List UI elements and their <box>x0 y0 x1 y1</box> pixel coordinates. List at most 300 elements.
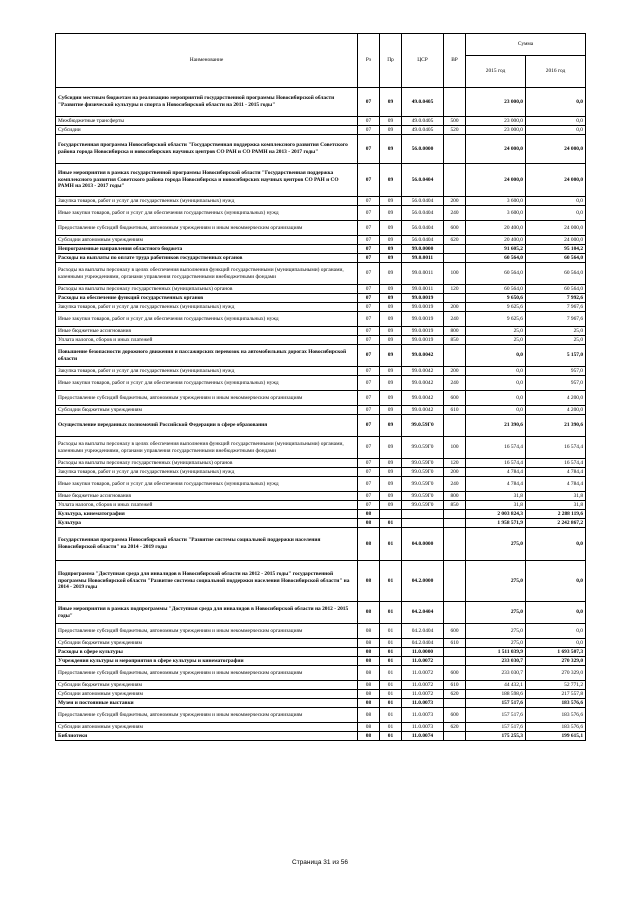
row-pr: 09 <box>380 345 402 367</box>
row-sum-2016: 4 200,0 <box>526 391 586 406</box>
row-name: Подпрограмма "Доступная среда для инвалидов в Новосибирской области на 2012 - 2015 годы" государственной программы Новосибирской области "Развитие системы социальной поддержки населения Новосибирской области" на 2014 - 2019 годы <box>56 561 358 602</box>
row-pr: 09 <box>380 437 402 459</box>
row-pr: 01 <box>380 561 402 602</box>
row-rz: 07 <box>358 206 380 221</box>
row-sum-2015: 23 000,0 <box>466 88 526 117</box>
row-rz: 07 <box>358 468 380 477</box>
row-pr: 01 <box>380 732 402 741</box>
row-sum-2015: 233 030,7 <box>466 666 526 681</box>
row-vr: 620 <box>444 236 466 245</box>
row-sum-2015: 4 784,4 <box>466 477 526 492</box>
row-pr: 09 <box>380 245 402 254</box>
row-csr: 56.0.0404 <box>402 236 444 245</box>
row-csr: 49.0.0405 <box>402 117 444 126</box>
table-row <box>56 336 586 345</box>
row-csr: 99.0.59Г0 <box>402 415 444 437</box>
row-csr: 99.0.59Г0 <box>402 468 444 477</box>
row-csr: 99.0.0042 <box>402 406 444 415</box>
table-row <box>56 294 586 303</box>
table-row <box>56 437 586 459</box>
row-rz: 07 <box>358 376 380 391</box>
row-sum-2015: 31,8 <box>466 501 526 510</box>
row-pr: 09 <box>380 477 402 492</box>
row-rz: 08 <box>358 519 380 528</box>
row-vr: 800 <box>444 492 466 501</box>
header-vr: ВР <box>444 34 466 88</box>
row-csr: 49.0.0405 <box>402 88 444 117</box>
row-csr: 11.0.0000 <box>402 648 444 657</box>
row-csr: 99.0.0042 <box>402 391 444 406</box>
table-row <box>56 561 586 602</box>
row-name: Иные бюджетные ассигнования <box>56 492 358 501</box>
row-rz: 07 <box>358 245 380 254</box>
row-name: Субсидии автономным учреждениям <box>56 236 358 245</box>
row-pr: 09 <box>380 327 402 336</box>
row-pr: 09 <box>380 376 402 391</box>
table-row <box>56 681 586 690</box>
row-rz: 08 <box>358 639 380 648</box>
row-sum-2016: 24 000,0 <box>526 135 586 164</box>
row-csr: 99.0.59Г0 <box>402 501 444 510</box>
row-vr: 610 <box>444 406 466 415</box>
row-vr: 200 <box>444 197 466 206</box>
row-rz: 07 <box>358 303 380 312</box>
row-pr: 09 <box>380 88 402 117</box>
row-sum-2016: 95 104,2 <box>526 245 586 254</box>
row-csr: 99.0.0019 <box>402 294 444 303</box>
row-rz: 08 <box>358 723 380 732</box>
row-vr <box>444 699 466 708</box>
row-sum-2016: 0,0 <box>526 206 586 221</box>
row-rz: 07 <box>358 126 380 135</box>
row-pr: 09 <box>380 336 402 345</box>
row-sum-2015: 275,0 <box>466 528 526 561</box>
row-rz: 07 <box>358 254 380 263</box>
row-rz: 07 <box>358 415 380 437</box>
row-pr: 01 <box>380 648 402 657</box>
row-name: Субсидии автономным учреждениям <box>56 690 358 699</box>
row-sum-2015: 21 390,6 <box>466 415 526 437</box>
row-rz: 07 <box>358 336 380 345</box>
row-sum-2015: 60 564,0 <box>466 254 526 263</box>
row-csr: 99.0.59Г0 <box>402 459 444 468</box>
row-csr: 04.2.0000 <box>402 561 444 602</box>
table-row <box>56 88 586 117</box>
table-row <box>56 699 586 708</box>
row-name: Расходы на выплаты персоналу государственных (муниципальных) органов <box>56 459 358 468</box>
row-sum-2015: 20 400,0 <box>466 236 526 245</box>
row-pr: 01 <box>380 681 402 690</box>
row-name: Иные бюджетные ассигнования <box>56 327 358 336</box>
row-vr: 240 <box>444 376 466 391</box>
row-rz: 07 <box>358 88 380 117</box>
row-csr: 99.0.0011 <box>402 263 444 285</box>
row-name: Субсидии бюджетным учреждениям <box>56 681 358 690</box>
row-name: Предоставление субсидий бюджетным, автономным учреждениям и иным некоммерческим организациям <box>56 221 358 236</box>
row-csr: 56.0.0404 <box>402 164 444 197</box>
row-name: Субсидии автономным учреждениям <box>56 723 358 732</box>
row-sum-2016: 0,0 <box>526 561 586 602</box>
row-sum-2015: 3 600,0 <box>466 206 526 221</box>
row-csr: 56.0.0000 <box>402 135 444 164</box>
header-csr: ЦСР <box>402 34 444 88</box>
row-sum-2016: 0,0 <box>526 528 586 561</box>
table-row <box>56 197 586 206</box>
row-pr: 01 <box>380 624 402 639</box>
row-vr <box>444 602 466 624</box>
row-vr: 610 <box>444 639 466 648</box>
row-pr: 09 <box>380 312 402 327</box>
table-row <box>56 648 586 657</box>
row-name: Иные закупки товаров, работ и услуг для обеспечения государственных (муниципальных) нужд <box>56 206 358 221</box>
row-vr: 850 <box>444 336 466 345</box>
row-pr: 09 <box>380 117 402 126</box>
row-csr: 04.2.0404 <box>402 639 444 648</box>
row-sum-2016: 183 576,6 <box>526 708 586 723</box>
row-sum-2016: 21 390,6 <box>526 415 586 437</box>
row-vr <box>444 245 466 254</box>
row-sum-2016: 7 967,6 <box>526 303 586 312</box>
row-name: Иные закупки товаров, работ и услуг для обеспечения государственных (муниципальных) нужд <box>56 477 358 492</box>
row-csr: 99.0.0019 <box>402 336 444 345</box>
budget-table <box>55 33 586 741</box>
row-name: Уплата налогов, сборов и иных платежей <box>56 501 358 510</box>
table-row <box>56 406 586 415</box>
row-vr: 240 <box>444 312 466 327</box>
row-pr: 09 <box>380 221 402 236</box>
row-pr: 09 <box>380 135 402 164</box>
row-rz: 07 <box>358 492 380 501</box>
row-sum-2016: 60 564,0 <box>526 263 586 285</box>
row-sum-2015: 0,0 <box>466 367 526 376</box>
row-sum-2016: 957,0 <box>526 367 586 376</box>
row-rz: 08 <box>358 708 380 723</box>
row-vr: 520 <box>444 126 466 135</box>
row-csr: 99.0.0042 <box>402 345 444 367</box>
row-rz: 08 <box>358 602 380 624</box>
row-sum-2016: 0,0 <box>526 117 586 126</box>
table-row <box>56 236 586 245</box>
row-sum-2015: 25,0 <box>466 327 526 336</box>
row-vr: 600 <box>444 624 466 639</box>
row-name: Непрограммные направления областного бюджета <box>56 245 358 254</box>
table-row <box>56 391 586 406</box>
row-name: Субсидии <box>56 126 358 135</box>
row-csr: 99.0.0019 <box>402 327 444 336</box>
table-row <box>56 117 586 126</box>
row-sum-2016: 31,8 <box>526 492 586 501</box>
row-pr: 01 <box>380 690 402 699</box>
row-pr: 01 <box>380 639 402 648</box>
header-name: Наименование <box>56 34 358 88</box>
row-rz: 07 <box>358 164 380 197</box>
row-sum-2015: 1 511 039,9 <box>466 648 526 657</box>
row-sum-2015: 0,0 <box>466 376 526 391</box>
row-name: Уплата налогов, сборов и иных платежей <box>56 336 358 345</box>
row-vr: 240 <box>444 206 466 221</box>
row-sum-2015: 275,0 <box>466 561 526 602</box>
table-row <box>56 602 586 624</box>
row-sum-2016: 183 576,6 <box>526 723 586 732</box>
row-csr: 11.0.0072 <box>402 657 444 666</box>
table-body <box>56 88 586 741</box>
row-vr <box>444 415 466 437</box>
row-pr: 09 <box>380 254 402 263</box>
row-pr: 09 <box>380 406 402 415</box>
row-name: Субсидии бюджетным учреждениям <box>56 639 358 648</box>
row-sum-2016: 24 000,0 <box>526 221 586 236</box>
row-rz: 08 <box>358 666 380 681</box>
row-pr: 01 <box>380 666 402 681</box>
row-name: Культура <box>56 519 358 528</box>
row-pr: 09 <box>380 415 402 437</box>
row-name: Закупка товаров, работ и услуг для государственных (муниципальных) нужд <box>56 197 358 206</box>
row-name: Иные закупки товаров, работ и услуг для обеспечения государственных (муниципальных) нужд <box>56 312 358 327</box>
row-name: Предоставление субсидий бюджетным, автономным учреждениям и иным некоммерческим организациям <box>56 666 358 681</box>
row-sum-2016: 5 157,0 <box>526 345 586 367</box>
row-vr: 600 <box>444 708 466 723</box>
table-row <box>56 327 586 336</box>
row-sum-2015: 24 000,0 <box>466 164 526 197</box>
header-year-2016: 2016 год <box>526 56 586 88</box>
table-row <box>56 723 586 732</box>
row-sum-2016: 4 784,4 <box>526 468 586 477</box>
row-csr: 99.0.0011 <box>402 285 444 294</box>
row-csr: 99.0.0011 <box>402 254 444 263</box>
row-rz: 07 <box>358 437 380 459</box>
table-row <box>56 468 586 477</box>
row-vr: 610 <box>444 681 466 690</box>
table-row <box>56 492 586 501</box>
row-name: Расходы на выплаты персоналу в целях обеспечения выполнения функций государственными (муниципальными) органами, казенными учреждениями, органами управления государственными внебюджетными фондами <box>56 263 358 285</box>
row-rz: 07 <box>358 197 380 206</box>
row-csr: 11.0.0073 <box>402 708 444 723</box>
table-row <box>56 345 586 367</box>
row-rz: 07 <box>358 312 380 327</box>
row-sum-2016: 60 564,0 <box>526 254 586 263</box>
row-vr <box>444 657 466 666</box>
page-footer: Страница 31 из 56 <box>292 859 348 866</box>
row-csr: 11.0.0074 <box>402 732 444 741</box>
row-sum-2015: 275,0 <box>466 624 526 639</box>
header-year-2015: 2015 год <box>466 56 526 88</box>
row-sum-2015: 9 625,6 <box>466 303 526 312</box>
row-name: Закупка товаров, работ и услуг для государственных (муниципальных) нужд <box>56 367 358 376</box>
row-sum-2015: 4 784,4 <box>466 468 526 477</box>
row-sum-2016: 0,0 <box>526 602 586 624</box>
row-rz: 07 <box>358 459 380 468</box>
row-sum-2015: 23 000,0 <box>466 117 526 126</box>
row-rz: 07 <box>358 285 380 294</box>
row-sum-2015: 157 517,6 <box>466 708 526 723</box>
row-rz: 07 <box>358 135 380 164</box>
row-sum-2015: 188 598,6 <box>466 690 526 699</box>
row-name: Расходы на обеспечение функций государственных органов <box>56 294 358 303</box>
row-rz: 07 <box>358 501 380 510</box>
row-sum-2016: 7 992,6 <box>526 294 586 303</box>
row-pr: 09 <box>380 126 402 135</box>
row-csr: 11.0.0072 <box>402 666 444 681</box>
row-rz: 07 <box>358 345 380 367</box>
row-name: Расходы на выплаты по оплате труда работников государственных органов <box>56 254 358 263</box>
row-vr: 850 <box>444 501 466 510</box>
table-row <box>56 624 586 639</box>
row-sum-2015: 0,0 <box>466 406 526 415</box>
table-row <box>56 221 586 236</box>
row-vr <box>444 519 466 528</box>
row-sum-2015: 24 000,0 <box>466 135 526 164</box>
row-vr <box>444 528 466 561</box>
row-sum-2015: 60 564,0 <box>466 263 526 285</box>
row-name: Повышение безопасности дорожного движения и пассажирских перевозок на автомобильных дорогах Новосибирской области <box>56 345 358 367</box>
row-sum-2016: 0,0 <box>526 197 586 206</box>
row-vr: 240 <box>444 477 466 492</box>
row-sum-2016: 16 574,4 <box>526 459 586 468</box>
table-row <box>56 666 586 681</box>
row-csr: 99.0.0019 <box>402 303 444 312</box>
table-row <box>56 459 586 468</box>
row-pr: 09 <box>380 285 402 294</box>
row-name: Субсидии бюджетным учреждениям <box>56 406 358 415</box>
row-sum-2015: 0,0 <box>466 345 526 367</box>
row-vr: 620 <box>444 723 466 732</box>
row-sum-2015: 9 650,6 <box>466 294 526 303</box>
row-sum-2016: 270 329,0 <box>526 657 586 666</box>
row-name: Расходы в сфере культуры <box>56 648 358 657</box>
row-csr: 56.0.0404 <box>402 197 444 206</box>
row-vr <box>444 88 466 117</box>
row-sum-2015: 23 000,0 <box>466 126 526 135</box>
row-sum-2016: 60 564,0 <box>526 285 586 294</box>
row-rz: 08 <box>358 510 380 519</box>
row-name: Осуществление переданных полномочий Российской Федерации в сфере образования <box>56 415 358 437</box>
table-row <box>56 690 586 699</box>
row-sum-2016: 52 771,2 <box>526 681 586 690</box>
table-row <box>56 367 586 376</box>
row-pr: 09 <box>380 391 402 406</box>
row-sum-2015: 16 574,4 <box>466 459 526 468</box>
row-vr: 800 <box>444 327 466 336</box>
row-sum-2015: 31,8 <box>466 492 526 501</box>
table-row <box>56 263 586 285</box>
row-vr: 100 <box>444 437 466 459</box>
row-rz: 07 <box>358 367 380 376</box>
row-sum-2016: 199 615,1 <box>526 732 586 741</box>
row-name: Государственная программа Новосибирской области "Государственная поддержка комплексного развития Советского района города Новосибирска и новосибирских научных центров СО РАН и СО РАМН на 2013 - 2017 годы" <box>56 135 358 164</box>
row-csr: 99.0.59Г0 <box>402 477 444 492</box>
row-pr: 09 <box>380 501 402 510</box>
row-pr: 01 <box>380 708 402 723</box>
row-rz: 07 <box>358 406 380 415</box>
row-pr: 01 <box>380 699 402 708</box>
row-sum-2015: 3 600,0 <box>466 197 526 206</box>
row-rz: 08 <box>358 681 380 690</box>
row-csr: 04.2.0404 <box>402 624 444 639</box>
row-pr: 09 <box>380 468 402 477</box>
row-pr: 09 <box>380 164 402 197</box>
row-sum-2016: 24 000,0 <box>526 164 586 197</box>
row-pr: 09 <box>380 197 402 206</box>
row-vr: 600 <box>444 221 466 236</box>
row-sum-2016: 7 967,6 <box>526 312 586 327</box>
row-rz: 07 <box>358 221 380 236</box>
row-pr: 01 <box>380 528 402 561</box>
table-row <box>56 477 586 492</box>
row-rz: 07 <box>358 263 380 285</box>
table-row <box>56 206 586 221</box>
row-vr <box>444 164 466 197</box>
row-sum-2016: 0,0 <box>526 126 586 135</box>
row-sum-2015: 0,0 <box>466 391 526 406</box>
row-pr: 09 <box>380 459 402 468</box>
table-row <box>56 376 586 391</box>
row-name: Иные мероприятия в рамках государственной программы Новосибирской области "Государственная поддержка комплексного развития Советского района города Новосибирска и новосибирских научных центров СО РАН и СО РАМН на 2013 - 2017 годы" <box>56 164 358 197</box>
row-sum-2015: 44 432,1 <box>466 681 526 690</box>
row-vr: 200 <box>444 468 466 477</box>
row-name: Расходы на выплаты персоналу государственных (муниципальных) органов <box>56 285 358 294</box>
table-row <box>56 708 586 723</box>
row-sum-2016: 4 200,0 <box>526 406 586 415</box>
row-name: Иные закупки товаров, работ и услуг для обеспечения государственных (муниципальных) нужд <box>56 376 358 391</box>
row-pr: 09 <box>380 263 402 285</box>
row-rz: 08 <box>358 528 380 561</box>
row-sum-2015: 60 564,0 <box>466 285 526 294</box>
row-csr: 11.0.0073 <box>402 699 444 708</box>
row-vr: 600 <box>444 666 466 681</box>
row-vr <box>444 345 466 367</box>
row-sum-2015: 20 400,0 <box>466 221 526 236</box>
table-row <box>56 303 586 312</box>
table-row <box>56 254 586 263</box>
row-sum-2016: 4 784,4 <box>526 477 586 492</box>
row-name: Культура, кинематография <box>56 510 358 519</box>
table-row <box>56 519 586 528</box>
table-row <box>56 510 586 519</box>
row-rz: 07 <box>358 391 380 406</box>
row-vr: 600 <box>444 391 466 406</box>
row-pr <box>380 510 402 519</box>
table-row <box>56 732 586 741</box>
row-sum-2016: 2 288 119,6 <box>526 510 586 519</box>
row-sum-2016: 957,0 <box>526 376 586 391</box>
row-vr <box>444 294 466 303</box>
row-pr: 09 <box>380 367 402 376</box>
table-row <box>56 245 586 254</box>
row-vr <box>444 510 466 519</box>
row-rz: 08 <box>358 699 380 708</box>
row-vr: 620 <box>444 690 466 699</box>
row-csr: 04.2.0404 <box>402 602 444 624</box>
row-rz: 08 <box>358 732 380 741</box>
row-csr: 99.0.0019 <box>402 312 444 327</box>
row-name: Музеи и постоянные выставки <box>56 699 358 708</box>
row-csr: 56.0.0404 <box>402 221 444 236</box>
row-sum-2015: 275,0 <box>466 602 526 624</box>
table-row <box>56 657 586 666</box>
row-name: Государственная программа Новосибирской области "Развитие системы социальной поддержки населения Новосибирской области" на 2014 - 2019 годы <box>56 528 358 561</box>
row-rz: 07 <box>358 236 380 245</box>
row-sum-2015: 157 517,6 <box>466 699 526 708</box>
row-vr <box>444 732 466 741</box>
table-row <box>56 312 586 327</box>
row-name: Закупка товаров, работ и услуг для государственных (муниципальных) нужд <box>56 468 358 477</box>
row-vr <box>444 648 466 657</box>
row-vr: 100 <box>444 263 466 285</box>
row-name: Межбюджетные трансферты <box>56 117 358 126</box>
row-vr: 120 <box>444 285 466 294</box>
row-csr <box>402 510 444 519</box>
row-csr: 11.0.0072 <box>402 681 444 690</box>
